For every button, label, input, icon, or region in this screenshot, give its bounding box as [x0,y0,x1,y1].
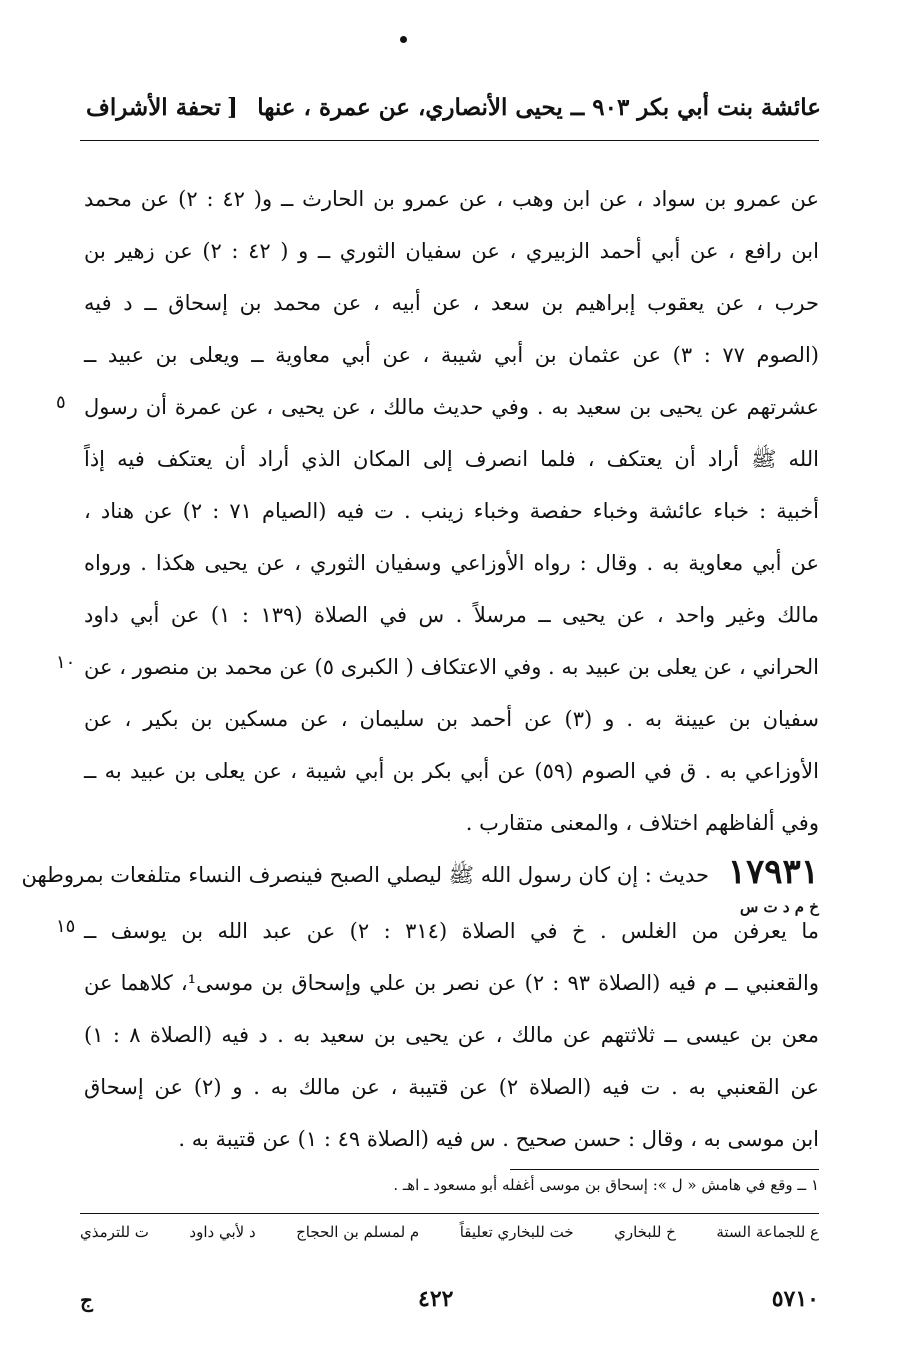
abbreviations-rule [80,1213,819,1214]
text-line: الله ﷺ أراد أن يعتكف ، فلما انصرف إلى المكان الذي أراد أن يعتكف فيه إذاً [84,447,819,471]
ink-dot [400,36,407,43]
abbreviation: خت للبخاري تعليقاً [459,1223,574,1241]
text-line: الأوزاعي به . ق في الصوم (٥٩) عن أبي بكر بن أبي شيبة ، عن يعلى بن عبيد به ــ [84,759,819,783]
header-book-title [86,94,238,121]
hadith-line: والقعنبي ــ م فيه (الصلاة ٩٣ : ٢) عن نصر بن علي وإسحاق بن موسى¹، كلاهما عن [84,971,819,995]
footnote-rule [510,1169,819,1170]
text-line: أخبية : خباء عائشة وخباء حفصة وخباء زينب . ت فيه (الصيام ٧١ : ٢) عن هناد ، [84,499,819,523]
text-line: الحراني ، عن يعلى بن عبيد به . وفي الاعتكاف ( الكبرى ٥) عن محمد بن منصور ، عن [84,655,820,679]
abbreviation: ت للترمذي [80,1223,149,1241]
abbreviations-key [80,1223,819,1241]
hadith-line: ما يعرفن من الغلس . خ في الصلاة (٣١٤ : ٢) عن عبد الله بن يوسف ــ [84,919,819,943]
text-line: عن أبي معاوية به . وقال : رواه الأوزاعي وسفيان الثوري ، عن يحيى هكذا . ورواه [84,551,819,575]
hadith-index-number: ٥٧١٠ [771,1286,819,1312]
volume-mark: ج [80,1288,93,1312]
hadith-line: عن القعنبي به . ت فيه (الصلاة ٢) عن قتيبة ، عن مالك به . و (٢) عن إسحاق [84,1075,820,1099]
text-line: عشرتهم عن يحيى بن سعيد به . وفي حديث مالك ، عن يحيى ، عن عمرة أن رسول [84,395,819,419]
page-number: ٤٢٢ [418,1286,454,1312]
hadith-line: معن بن عيسى ــ ثلاثتهم عن مالك ، عن يحيى بن سعيد به . د فيه (الصلاة ٨ : ١) [84,1023,819,1047]
margin-line-number: ٥ [56,392,66,413]
hadith-line: حديث : إن كان رسول الله ﷺ ليصلي الصبح فينصرف النساء متلفعات بمروطهن [21,863,709,887]
header-rule [80,140,819,141]
abbreviation: د لأبي داود [189,1223,256,1241]
margin-line-number: ١٥ [56,916,76,937]
abbreviation: خ للبخاري [614,1223,676,1241]
text-line: سفيان بن عيينة به . و (٣) عن أحمد بن سليمان ، عن مسكين بن بكير ، عن [84,707,820,731]
header-bracket: [ [226,94,238,121]
margin-line-number: ١٠ [56,652,76,673]
footnote: ١ ــ وقع في هامش « ل »: إسحاق بن موسى أغفله أبو مسعود ـ اهـ . [393,1176,819,1194]
hadith-line: ابن موسى به ، وقال : حسن صحيح . س فيه (الصلاة ٤٩ : ١) عن قتيبة به . [178,1127,819,1151]
abbreviation: م لمسلم بن الحجاج [296,1223,420,1241]
text-line: عن عمرو بن سواد ، عن ابن وهب ، عن عمرو بن الحارث ــ و( ٤٢ : ٢) عن محمد [84,187,819,211]
hadith-sigla: خ م د ت س [740,898,819,916]
header-book-name: تحفة الأشراف [86,94,221,121]
hadith-number: ١٧٩٣١ [727,852,819,892]
text-line: ابن رافع ، عن أبي أحمد الزبيري ، عن سفيان الثوري ــ و ( ٤٢ : ٢) عن زهير بن [84,239,819,263]
header-title: عائشة بنت أبي بكر ٩٠٣ ــ يحيى الأنصاري، عن عمرة ، عنها [257,94,821,121]
text-line: مالك وغير واحد ، عن يحيى ــ مرسلاً . س في الصلاة (١٣٩ : ١) عن أبي داود [84,603,819,627]
abbreviation: ع للجماعة الستة [716,1223,819,1241]
text-line: وفي ألفاظهم اختلاف ، والمعنى متقارب . [465,811,819,835]
text-line: (الصوم ٧٧ : ٣) عن عثمان بن أبي شيبة ، عن أبي معاوية ــ ويعلى بن عبيد ــ [84,343,819,367]
text-line: حرب ، عن يعقوب إبراهيم بن سعد ، عن أبيه ، عن محمد بن إسحاق ــ د فيه [84,291,819,315]
running-header [86,94,821,130]
